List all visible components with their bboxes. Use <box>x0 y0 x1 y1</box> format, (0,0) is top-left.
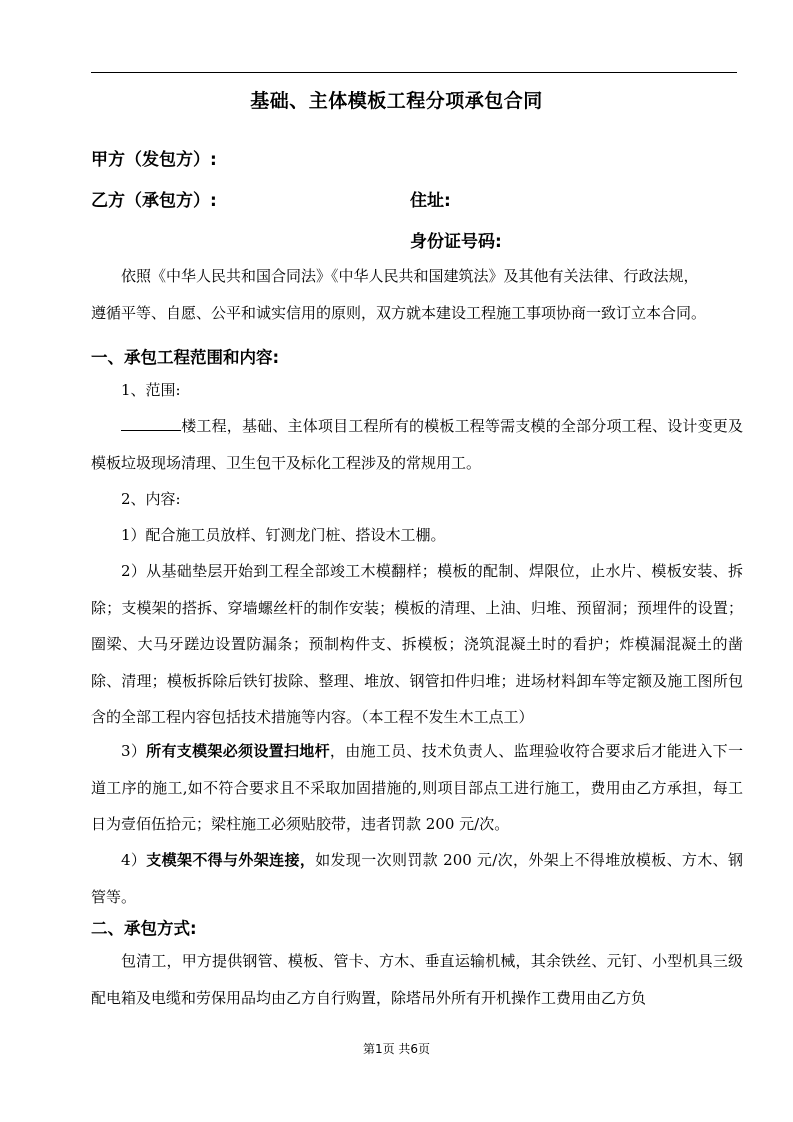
section-1-heading: 一、承包工程范围和内容: <box>91 348 280 367</box>
content-item-1: 1）配合施工员放样、钉测龙门桩、搭设木工棚。 <box>121 526 446 544</box>
preamble-line-2: 遵循平等、自愿、公平和诚实信用的原则，双方就本建设工程施工事项协商一致订立本合同。 <box>91 303 707 322</box>
scope-paragraph <box>91 408 743 481</box>
address-label: 住址: <box>410 191 451 211</box>
preamble-line-1: 依照《中华人民共和国合同法》《中华人民共和国建筑法》及其他有关法律、行政法规， <box>121 267 699 285</box>
scope-label: 1、范围: <box>121 381 181 399</box>
item-4-emphasis: 支模架不得与外架连接， <box>146 851 316 869</box>
scope-text: 楼工程，基础、主体项目工程所有的模板工程等需支模的全部分项工程、设计变更及模板垃圾现场清理、卫生包干及标化工程涉及的常规用工。 <box>91 417 743 472</box>
content-item-3: 3）所有支模架必须设置扫地杆，由施工员、技术负责人、监理验收符合要求后才能进入下一道工序的施工,如不符合要求且不采取加固措施的,则项目部点工进行施工，费用由乙方承担，每工日为壹佰伍拾元；梁柱施工必须贴胶带，违者罚款 200 元/次。 <box>91 742 743 833</box>
party-b-label: 乙方（承包方）: <box>91 191 217 211</box>
item-3-emphasis: 所有支模架必须设置扫地杆 <box>146 742 330 760</box>
page-footer: 第1页 共6页 <box>362 1042 431 1056</box>
content-label: 2、内容: <box>121 490 181 508</box>
content-item-2: 2）从基础垫层开始到工程全部竣工木模翻样；模板的配制、焊限位，止水片、模板安装、拆除；支模架的搭拆、穿墙螺丝杆的制作安装；模板的清理、上油、归堆、预留洞；预埋件的设置；圈梁、大马牙蹉边设置防漏条；预制构件支、拆模板；浇筑混凝土时的看护；炸模漏混凝土的凿除、清理；模板拆除后铁钉拔除、整理、堆放、钢管扣件归堆；进场材料卸车等定额及施工图所包含的全部工程内容包括技术措施等内容。（本工程不发生木工点工） <box>91 562 743 726</box>
header-rule <box>91 72 737 73</box>
blank-field <box>121 416 181 431</box>
content-item-4: 4）支模架不得与外架连接，如发现一次则罚款 200 元/次，外架上不得堆放模板、方木、钢管等。 <box>91 851 743 906</box>
section-2-heading: 二、承包方式: <box>91 919 197 938</box>
document-title: 基础、主体模板工程分项承包合同 <box>250 90 543 112</box>
section-2-paragraph: 包清工，甲方提供钢管、模板、管卡、方木、垂直运输机械，其余铁丝、元钉、小型机具三级配电箱及电缆和劳保用品均由乙方自行购置，除塔吊外所有开机操作工费用由乙方负 <box>91 952 743 1007</box>
preamble <box>91 258 743 331</box>
party-a-label: 甲方（发包方）: <box>91 150 217 170</box>
id-number-label: 身份证号码: <box>410 232 502 252</box>
